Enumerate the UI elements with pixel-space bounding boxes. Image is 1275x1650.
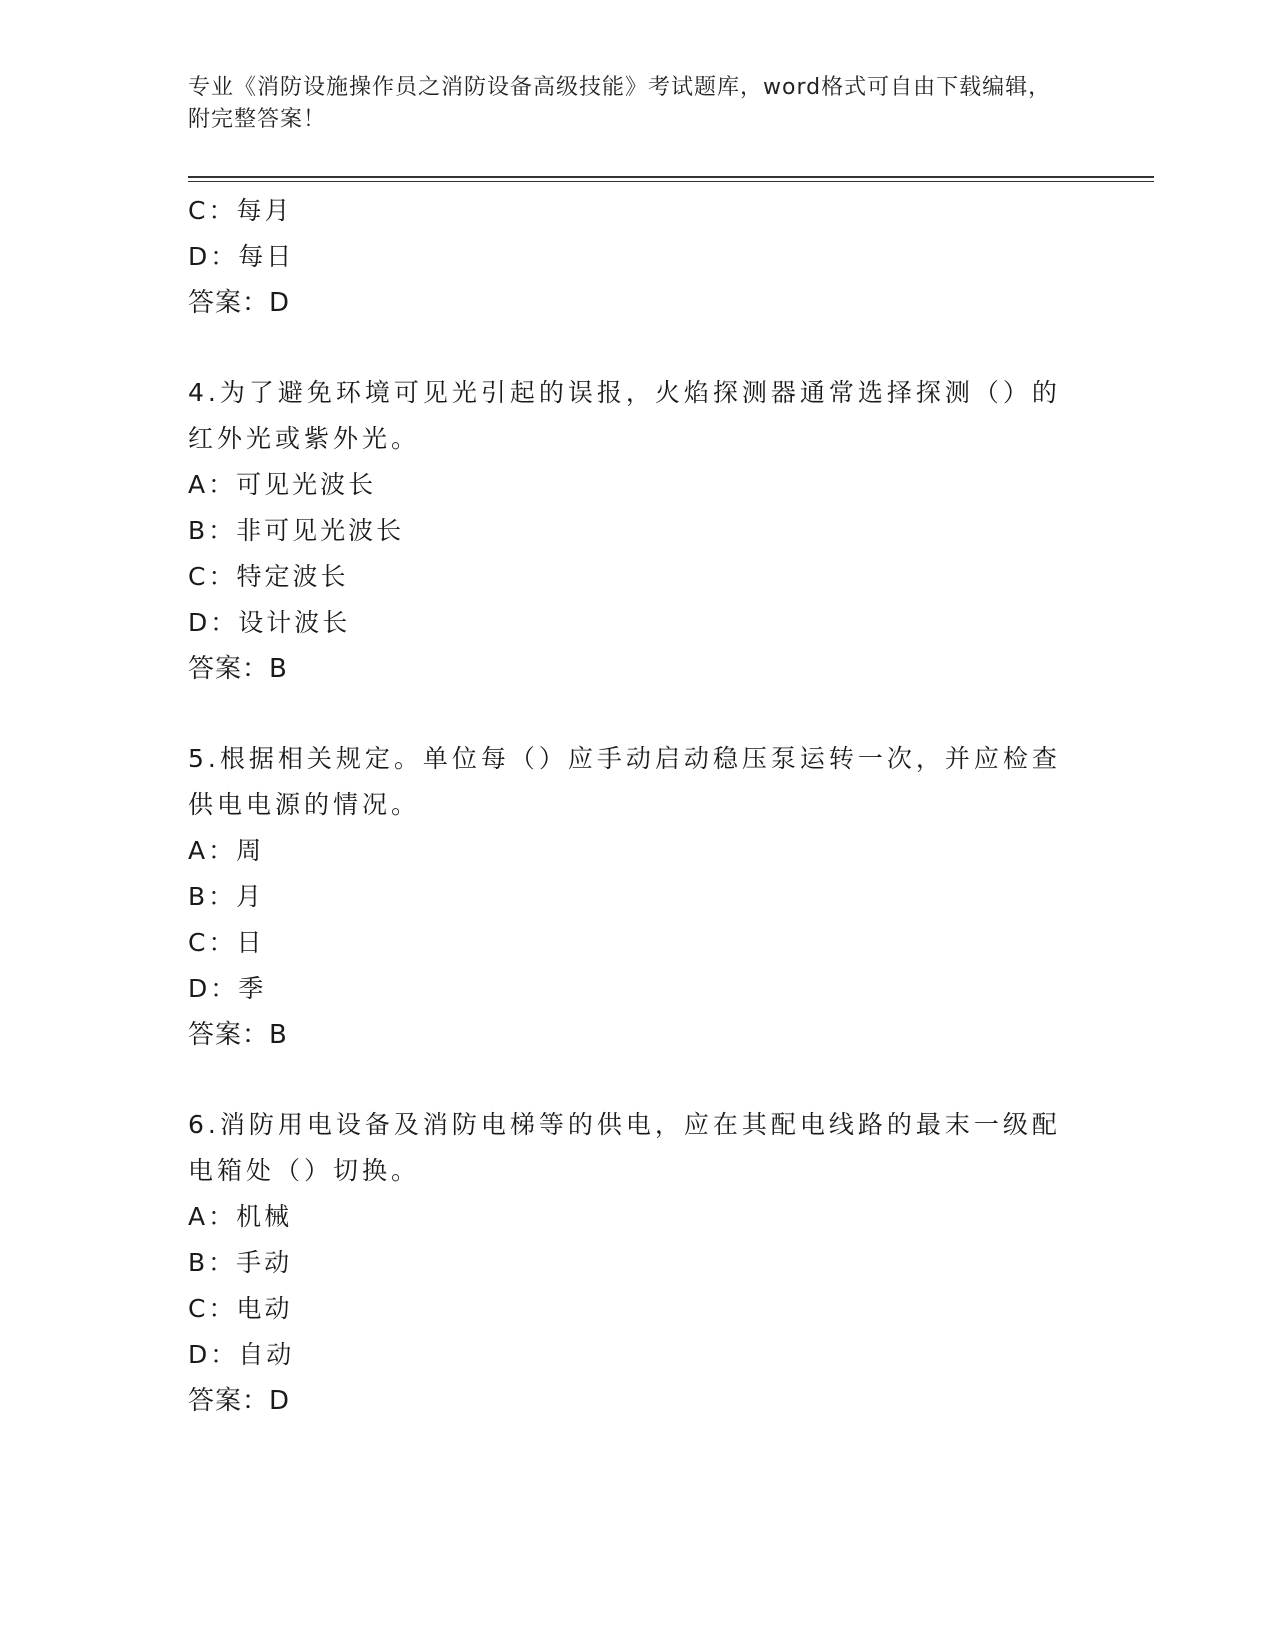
option-d: D：自动 [188, 1340, 295, 1369]
question-6 [188, 1102, 1068, 1424]
option-c: C：日 [188, 928, 265, 957]
option-d: D：季 [188, 974, 267, 1003]
question-4 [188, 370, 1068, 692]
question-stem: 4.为了避免环境可见光引起的误报，火焰探测器通常选择探测（）的红外光或紫外光。 [188, 378, 1061, 453]
option-d: D：设计波长 [188, 608, 351, 637]
option-a: A：机械 [188, 1202, 293, 1231]
option-c: C：特定波长 [188, 562, 349, 591]
option-c: C：电动 [188, 1294, 293, 1323]
option-b: B：月 [188, 882, 265, 911]
option-b: B：非可见光波长 [188, 516, 405, 545]
answer-line: 答案：B [188, 654, 288, 684]
option-c: C：每月 [188, 196, 293, 225]
option-b: B：手动 [188, 1248, 293, 1277]
option-a: A：可见光波长 [188, 470, 377, 499]
header-divider-bottom [188, 181, 1154, 182]
question-5 [188, 736, 1068, 1058]
answer-line: 答案：D [188, 1386, 291, 1416]
option-d: D：每日 [188, 242, 295, 271]
document-header: 专业《消防设施操作员之消防设备高级技能》考试题库，word格式可自由下载编辑，附完整答案！ [188, 75, 1052, 132]
header-divider-top [188, 176, 1154, 178]
option-a: A：周 [188, 836, 265, 865]
continued-question [188, 188, 1068, 326]
answer-line: 答案：B [188, 1020, 288, 1050]
question-stem: 6.消防用电设备及消防电梯等的供电，应在其配电线路的最末一级配电箱处（）切换。 [188, 1110, 1061, 1185]
question-content [188, 188, 1068, 1424]
question-stem: 5.根据相关规定。单位每（）应手动启动稳压泵运转一次，并应检查供电电源的情况。 [188, 744, 1061, 819]
answer-line: 答案：D [188, 288, 291, 318]
